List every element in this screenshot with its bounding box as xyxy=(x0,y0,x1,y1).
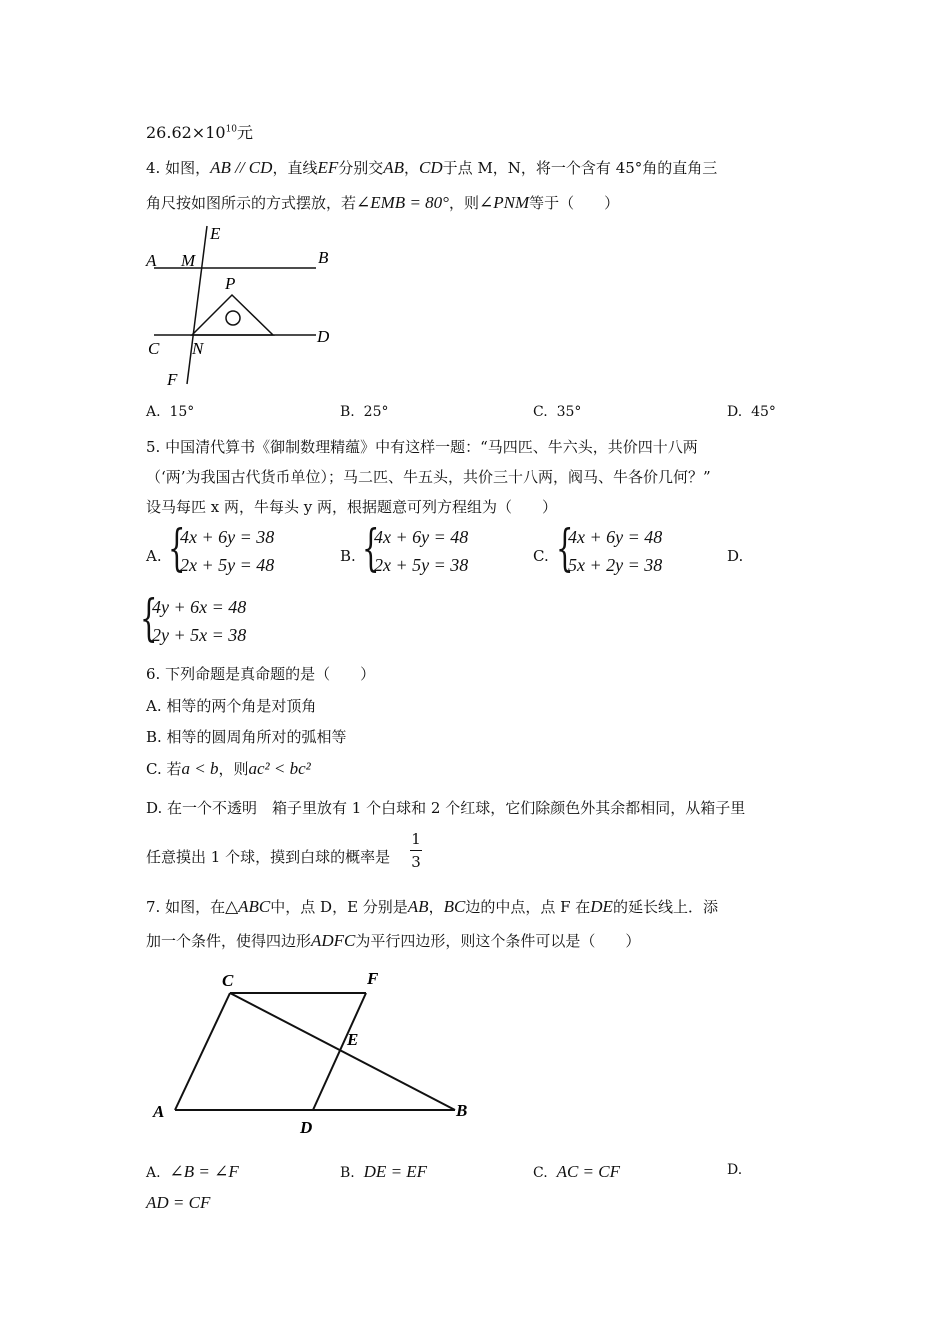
equation-1: 4x + 6y = 48 xyxy=(568,527,663,547)
q4-text: ，则 xyxy=(448,194,479,212)
option-text: 35° xyxy=(556,404,582,420)
option-letter: A. xyxy=(146,1165,161,1181)
label-e: E xyxy=(210,224,221,243)
fraction-numerator: 1 xyxy=(411,830,421,848)
label-e: E xyxy=(347,1030,359,1049)
answer-value: 26.62×10 xyxy=(146,123,226,142)
q7-text: 7. 如图，在 xyxy=(146,898,226,916)
q4-math-parallel: AB // CD xyxy=(210,158,273,177)
q4-text: 分别交 xyxy=(338,159,384,177)
q7-text: 为平行四边形，则这个条件可以是（ ） xyxy=(355,932,641,950)
q7-text: 中，点 D，E 分别是 xyxy=(270,898,408,916)
option-letter: C. xyxy=(533,404,548,420)
q4-text: 角尺按如图所示的方式摆放，若 xyxy=(146,194,357,212)
q4-text: ，直线 xyxy=(272,159,318,177)
label-a: A xyxy=(146,251,157,270)
q7-text: 加一个条件，使得四边形 xyxy=(146,932,312,950)
label-b: B xyxy=(318,248,329,267)
q5-option-c-letter[interactable]: C. xyxy=(533,547,549,565)
label-d: D xyxy=(300,1118,313,1137)
q7-math-triangle: △ABC xyxy=(225,897,271,916)
q4-option-b[interactable] xyxy=(340,404,388,420)
option-letter: C. xyxy=(533,1165,548,1181)
q5-stem-line2: （‘两’为我国古代货币单位）；马二匹、牛五头，共价三十八两，阀马、牛各价几何？” xyxy=(146,468,711,486)
q6-option-b[interactable]: B. 相等的圆周角所对的弧相等 xyxy=(146,728,347,746)
segment-df xyxy=(313,993,366,1110)
q4-text: 等于（ ） xyxy=(529,194,620,212)
label-m: M xyxy=(181,251,196,270)
q7-option-c[interactable] xyxy=(533,1162,620,1182)
q7-text: ， xyxy=(428,898,444,916)
q7-text: 的延长线上．添 xyxy=(612,898,718,916)
label-f: F xyxy=(367,969,379,988)
q7-math-ab: AB xyxy=(407,897,429,916)
q7-math-de: DE xyxy=(590,897,613,916)
label-c: C xyxy=(222,971,234,990)
q7-option-a[interactable] xyxy=(146,1162,239,1182)
label-a: A xyxy=(153,1102,165,1121)
q4-option-a[interactable] xyxy=(146,404,194,420)
segment-ac xyxy=(175,993,230,1110)
option-text: 15° xyxy=(169,404,195,420)
brace: { xyxy=(140,589,158,647)
label-d: D xyxy=(317,327,330,346)
equation-2: 2x + 5y = 48 xyxy=(180,555,275,575)
label-c: C xyxy=(148,339,160,358)
brace: { xyxy=(556,519,574,577)
q7-stem-line1 xyxy=(146,896,718,917)
q7-math-quad: ADFC xyxy=(311,931,356,950)
equation-1: 4x + 6y = 48 xyxy=(374,527,469,547)
q6-option-a[interactable]: A. 相等的两个角是对顶角 xyxy=(146,697,317,715)
option-math: a < b xyxy=(181,759,219,778)
equation-1: 4x + 6y = 38 xyxy=(180,527,275,547)
q4-text: ， xyxy=(404,159,420,177)
option-letter: D. xyxy=(727,404,743,420)
q4-text: 于点 M，N，将一个含有 45°角的直角三 xyxy=(442,159,718,177)
equation-2: 2y + 5x = 38 xyxy=(152,625,247,645)
q4-math-cd: CD xyxy=(419,158,443,177)
option-math: AC = CF xyxy=(556,1162,620,1181)
brace: { xyxy=(362,519,380,577)
equation-2: 5x + 2y = 38 xyxy=(568,555,663,575)
label-n: N xyxy=(192,339,204,358)
q4-option-d[interactable] xyxy=(727,404,776,420)
option-letter: A. xyxy=(146,404,161,420)
q4-stem-line2 xyxy=(146,192,619,213)
previous-answer xyxy=(146,120,253,143)
answer-exponent: 10 xyxy=(225,124,238,135)
q5-option-d-letter[interactable]: D. xyxy=(727,547,744,565)
q5-stem-line3: 设马每匹 x 两，牛每头 y 两，根据题意可列方程组为（ ） xyxy=(146,498,558,516)
option-text: C. 若 xyxy=(146,760,182,778)
label-b: B xyxy=(456,1101,468,1120)
answer-unit: 元 xyxy=(237,123,254,142)
fraction-denominator: 3 xyxy=(411,853,421,871)
q6-option-c[interactable] xyxy=(146,758,311,779)
set-square-hole xyxy=(226,311,240,325)
option-math: ac² < bc² xyxy=(248,759,311,778)
option-text: ，则 xyxy=(218,760,249,778)
line-ef xyxy=(187,226,207,384)
option-text: 45° xyxy=(751,404,776,420)
q7-option-d-letter[interactable]: D. xyxy=(727,1162,743,1178)
label-f: F xyxy=(167,370,178,389)
q4-option-c[interactable] xyxy=(533,404,581,420)
option-math: ∠B = ∠F xyxy=(169,1162,239,1181)
q4-math-ask: ∠PNM xyxy=(478,193,530,212)
brace: { xyxy=(168,519,186,577)
q4-math-ef: EF xyxy=(317,158,339,177)
fraction-bar xyxy=(410,850,422,851)
option-letter: B. xyxy=(340,404,355,420)
q6-fraction xyxy=(410,830,422,871)
option-text: 25° xyxy=(363,404,389,420)
q7-figure xyxy=(145,962,485,1142)
q5-option-b-letter[interactable]: B. xyxy=(340,547,356,565)
q6-option-d-line2[interactable]: 任意摸出 1 个球，摸到白球的概率是 xyxy=(146,848,391,866)
set-square-triangle xyxy=(192,295,273,335)
segment-cb xyxy=(230,993,455,1110)
equation-2: 2x + 5y = 38 xyxy=(374,555,469,575)
q7-stem-line2 xyxy=(146,930,640,951)
equation-1: 4y + 6x = 48 xyxy=(152,597,247,617)
q6-option-d-line1[interactable]: D. 在一个不透明 箱子里放有 1 个白球和 2 个红球，它们除颜色外其余都相同，从箱子里 xyxy=(146,799,746,817)
q5-option-a-letter[interactable]: A. xyxy=(146,547,162,565)
label-p: P xyxy=(225,274,236,293)
q6-stem: 6. 下列命题是真命题的是（ ） xyxy=(146,665,376,683)
option-letter: B. xyxy=(340,1165,355,1181)
q7-option-d-text[interactable]: AD = CF xyxy=(146,1193,211,1212)
q7-text: 边的中点，点 F 在 xyxy=(465,898,591,916)
q4-stem-line1 xyxy=(146,157,717,178)
q4-math-condition: ∠EMB = 80° xyxy=(356,193,449,212)
q7-option-b[interactable] xyxy=(340,1162,427,1182)
q4-math-ab: AB xyxy=(383,158,405,177)
q4-text: 4. 如图， xyxy=(146,159,211,177)
option-math: DE = EF xyxy=(363,1162,428,1181)
q5-stem-line1: 5. 中国清代算书《御制数理精蕴》中有这样一题：“马四匹、牛六头，共价四十八两 xyxy=(146,438,698,456)
q7-math-bc: BC xyxy=(443,897,466,916)
q4-figure xyxy=(140,222,350,392)
